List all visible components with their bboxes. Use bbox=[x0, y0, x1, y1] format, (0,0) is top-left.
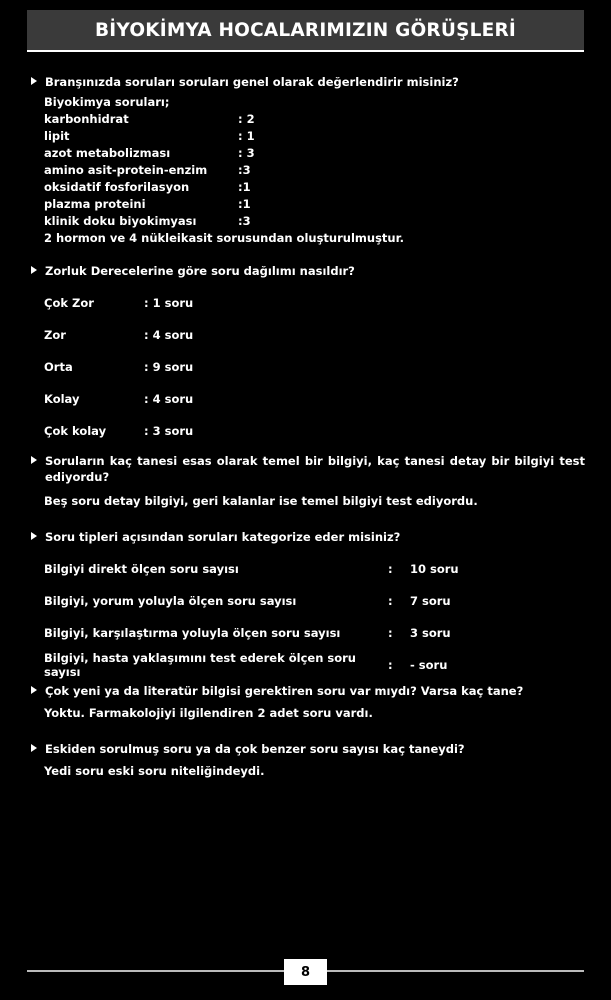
topic-name: oksidatif fosforilasyon bbox=[44, 180, 190, 194]
topic-count: :3 bbox=[238, 163, 251, 177]
bullet-triangle-icon bbox=[31, 456, 37, 464]
question-2-text: Zorluk Derecelerine göre soru dağılımı nasıldır? bbox=[45, 264, 355, 278]
footer-rule-right bbox=[327, 970, 584, 972]
content bbox=[29, 74, 585, 779]
topic-count: : 3 bbox=[238, 146, 255, 160]
question-6-text: Eskiden sorulmuş soru ya da çok benzer soru sayısı kaç taneydi? bbox=[45, 742, 465, 756]
topic-name: karbonhidrat bbox=[44, 112, 129, 126]
level-count: : 4 soru bbox=[144, 392, 194, 406]
level-row bbox=[44, 351, 585, 383]
q5-answer: Yoktu. Farmakolojiyi ilgilendiren 2 adet soru vardı. bbox=[44, 706, 373, 720]
topic-count: :1 bbox=[238, 197, 251, 211]
question-2 bbox=[29, 263, 585, 279]
bullet-triangle-icon bbox=[31, 266, 37, 274]
question-3-text: Soruların kaç tanesi esas olarak temel bir bilgiyi, kaç tanesi detay bir bilgiyi test ediyordu? bbox=[45, 454, 585, 484]
level-name: Çok kolay bbox=[44, 424, 107, 438]
q3-answer: Beş soru detay bilgiyi, geri kalanlar ise temel bilgiyi test ediyordu. bbox=[44, 494, 478, 508]
level-row bbox=[44, 287, 585, 319]
topic-count: : 1 bbox=[238, 129, 255, 143]
level-name: Kolay bbox=[44, 392, 80, 406]
topic-count: : 2 bbox=[238, 112, 255, 126]
topic-name: lipit bbox=[44, 129, 70, 143]
header-banner bbox=[27, 10, 584, 50]
topic-name: klinik doku biyokimyası bbox=[44, 214, 197, 228]
topic-row bbox=[44, 179, 585, 196]
level-row bbox=[44, 383, 585, 415]
question-6 bbox=[29, 741, 585, 757]
question-3 bbox=[29, 453, 585, 485]
category-row bbox=[44, 649, 585, 681]
category-label: Bilgiyi, yorum yoluyla ölçen soru sayısı bbox=[44, 594, 297, 608]
q4-answer bbox=[29, 553, 585, 681]
topic-name: plazma proteini bbox=[44, 197, 146, 211]
page-number: 8 bbox=[284, 959, 327, 985]
level-count: : 1 soru bbox=[144, 296, 194, 310]
topic-row bbox=[44, 213, 585, 230]
q2-answer bbox=[29, 287, 585, 447]
category-sep: : bbox=[388, 626, 393, 640]
level-row bbox=[44, 415, 585, 447]
header-underline bbox=[27, 50, 584, 52]
category-sep: : bbox=[388, 562, 393, 576]
level-row bbox=[44, 319, 585, 351]
category-row bbox=[44, 585, 585, 617]
topic-row bbox=[44, 162, 585, 179]
topic-count: :3 bbox=[238, 214, 251, 228]
topic-row bbox=[44, 111, 585, 128]
category-row bbox=[44, 553, 585, 585]
topic-row bbox=[44, 196, 585, 213]
category-label: Bilgiyi direkt ölçen soru sayısı bbox=[44, 562, 239, 576]
bullet-triangle-icon bbox=[31, 532, 37, 540]
level-count: : 3 soru bbox=[144, 424, 194, 438]
level-name: Çok Zor bbox=[44, 296, 94, 310]
category-sep: : bbox=[388, 658, 393, 672]
category-row bbox=[44, 617, 585, 649]
category-value: 10 soru bbox=[410, 562, 459, 576]
level-name: Zor bbox=[44, 328, 66, 342]
footer-rule-left bbox=[27, 970, 284, 972]
question-4 bbox=[29, 529, 585, 545]
question-4-text: Soru tipleri açısından soruları kategorize eder misiniz? bbox=[45, 530, 401, 544]
bullet-triangle-icon bbox=[31, 77, 37, 85]
question-1 bbox=[29, 74, 585, 90]
q1-intro: Biyokimya soruları; bbox=[44, 95, 170, 109]
page-title: BİYOKİMYA HOCALARIMIZIN GÖRÜŞLERİ bbox=[95, 19, 516, 41]
question-1-text: Branşınızda soruları soruları genel olarak değerlendirir misiniz? bbox=[45, 75, 459, 89]
bullet-triangle-icon bbox=[31, 744, 37, 752]
category-label: Bilgiyi, karşılaştırma yoluyla ölçen soru sayısı bbox=[44, 626, 341, 640]
q1-answer bbox=[29, 94, 585, 247]
question-5-text: Çok yeni ya da literatür bilgisi gerektiren soru var mıydı? Varsa kaç tane? bbox=[45, 684, 524, 698]
category-value: 7 soru bbox=[410, 594, 451, 608]
q6-answer: Yedi soru eski soru niteliğindeydi. bbox=[44, 764, 265, 778]
level-count: : 4 soru bbox=[144, 328, 194, 342]
level-count: : 9 soru bbox=[144, 360, 194, 374]
question-5 bbox=[29, 683, 585, 699]
category-label: Bilgiyi, hasta yaklaşımını test ederek ölçen soru sayısı bbox=[44, 651, 356, 679]
topic-row bbox=[44, 145, 585, 162]
category-sep: : bbox=[388, 594, 393, 608]
category-value: 3 soru bbox=[410, 626, 451, 640]
level-name: Orta bbox=[44, 360, 73, 374]
category-value: - soru bbox=[410, 658, 448, 672]
topic-count: :1 bbox=[238, 180, 251, 194]
topic-name: amino asit-protein-enzim bbox=[44, 163, 208, 177]
bullet-triangle-icon bbox=[31, 686, 37, 694]
q1-closing: 2 hormon ve 4 nükleikasit sorusundan oluşturulmuştur. bbox=[44, 231, 405, 245]
topic-row bbox=[44, 128, 585, 145]
topic-name: azot metabolizması bbox=[44, 146, 171, 160]
